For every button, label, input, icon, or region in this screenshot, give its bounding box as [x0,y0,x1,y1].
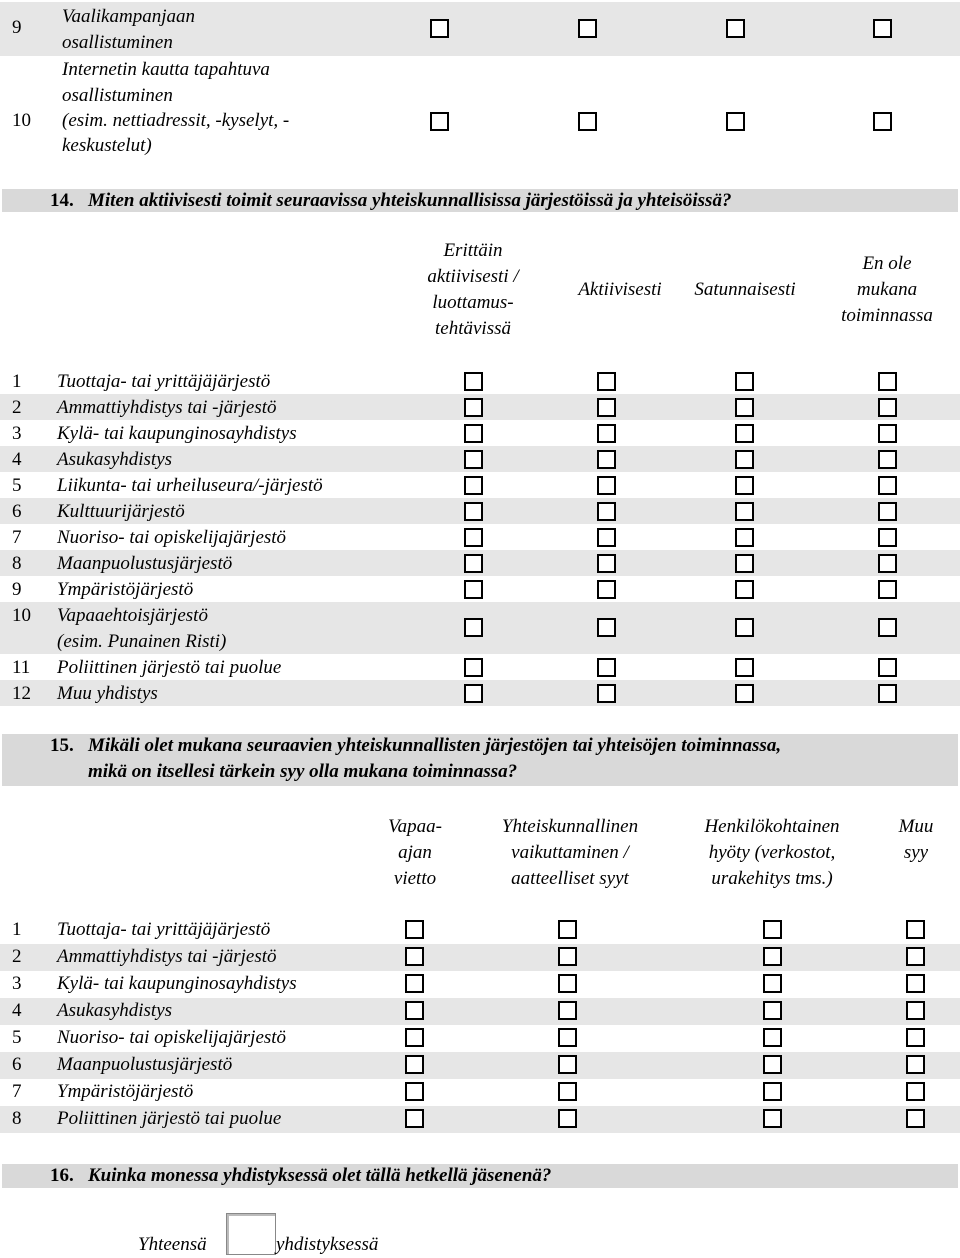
q14-row-6-checkbox-1[interactable] [464,502,483,521]
q14-col4-line1: En ole [862,253,912,274]
q15-col1-line2: ajan [398,842,432,863]
q15-row-2-checkbox-1[interactable] [405,947,424,966]
q14-row-1-checkbox-2[interactable] [597,372,616,391]
q14-row-5-checkbox-3[interactable] [735,476,754,495]
q13-row-9-number: 9 [12,17,22,38]
q14-row-4-label: Asukasyhdistys [57,449,173,470]
q15-row-4-number: 4 [12,1000,22,1021]
q14-row-5-label: Liikunta- tai urheiluseura/-järjestö [57,475,323,496]
q14-row-12-checkbox-4[interactable] [878,684,897,703]
q13-row-10-number: 10 [12,110,31,131]
q15-col3-line2: hyöty (verkostot, [708,842,836,863]
q15-row-7-checkbox-2[interactable] [558,1082,577,1101]
q15-question-band [2,734,958,786]
q15-row-2-label: Ammattiyhdistys tai -järjestö [57,946,277,967]
q14-col1-line4: tehtävissä [435,318,511,339]
q15-row-6-checkbox-3[interactable] [763,1055,782,1074]
q14-row-7-number: 7 [12,527,22,548]
q14-row-2-label: Ammattiyhdistys tai -järjestö [57,397,277,418]
q15-col2-line1: Yhteiskunnallinen [501,816,639,837]
q14-row-5-checkbox-2[interactable] [597,476,616,495]
q14-col-header-1 [398,238,548,342]
q15-col-header-4 [878,814,954,866]
q15-col1-line3: vietto [393,868,437,889]
q14-row-8-checkbox-2[interactable] [597,554,616,573]
q14-row-6-number: 6 [12,501,22,522]
q13-row-9-checkbox-3[interactable] [726,19,745,38]
q15-row-1-checkbox-1[interactable] [405,920,424,939]
q13-row-9-checkbox-4[interactable] [873,19,892,38]
q15-row-3-checkbox-2[interactable] [558,974,577,993]
q15-row-8-number: 8 [12,1108,22,1129]
q16-question-band [2,1164,958,1188]
q14-row-11-label: Poliittinen järjestö tai puolue [57,657,282,678]
q14-row-12-checkbox-3[interactable] [735,684,754,703]
q14-row-10-label: Vapaaehtoisjärjestö [57,605,208,626]
q16-answer-input[interactable] [226,1213,276,1255]
q14-row-5-number: 5 [12,475,22,496]
q15-row-7-checkbox-1[interactable] [405,1082,424,1101]
q14-col2-line1: Aktiivisesti [578,279,662,300]
q14-col-header-4 [812,251,960,329]
q14-row-2-checkbox-3[interactable] [735,398,754,417]
q15-number: 15. [50,735,74,756]
q14-row-12-number: 12 [12,683,31,704]
q14-row-8-checkbox-1[interactable] [464,554,483,573]
q15-col3-line3: urakehitys tms.) [711,868,833,889]
q15-row-3-checkbox-4[interactable] [906,974,925,993]
q14-row-2-checkbox-2[interactable] [597,398,616,417]
q16-suffix-label: yhdistyksessä [276,1234,379,1255]
q14-row-11-checkbox-1[interactable] [464,658,483,677]
q14-row-7-label: Nuoriso- tai opiskelijajärjestö [57,527,287,548]
q15-row-5-checkbox-2[interactable] [558,1028,577,1047]
q13-row-10-label-line2: osallistuminen [62,85,173,106]
q15-col-header-3 [682,814,862,892]
q14-row-6-label: Kulttuurijärjestö [57,501,185,522]
q14-row-11-checkbox-4[interactable] [878,658,897,677]
q14-row-9-checkbox-4[interactable] [878,580,897,599]
q13-row-10-checkbox-1[interactable] [430,112,449,131]
q15-row-2-number: 2 [12,946,22,967]
q15-row-3-number: 3 [12,973,22,994]
q15-col2-line3: aatteelliset syyt [511,868,629,889]
q14-question-band [2,189,958,212]
q14-row-10-checkbox-1[interactable] [464,618,483,637]
q15-row-2-checkbox-2[interactable] [558,947,577,966]
q15-row-8-checkbox-4[interactable] [906,1109,925,1128]
q15-row-1-checkbox-3[interactable] [763,920,782,939]
q15-row-6-label: Maanpuolustusjärjestö [57,1054,233,1075]
q14-row-6-checkbox-4[interactable] [878,502,897,521]
q14-col4-line2: mukana [856,279,918,300]
q14-col1-line2: aktiivisesti / [427,266,519,287]
q14-row-3-number: 3 [12,423,22,444]
q14-row-4-checkbox-3[interactable] [735,450,754,469]
q15-row-3-label: Kylä- tai kaupunginosayhdistys [57,973,297,994]
q15-row-7-number: 7 [12,1081,22,1102]
q14-row-10-checkbox-3[interactable] [735,618,754,637]
q14-row-4-checkbox-4[interactable] [878,450,897,469]
q15-col4-line2: syy [903,842,929,863]
q15-row-5-number: 5 [12,1027,22,1048]
q14-row-3-checkbox-1[interactable] [464,424,483,443]
q14-row-11-checkbox-3[interactable] [735,658,754,677]
q14-row-1-checkbox-4[interactable] [878,372,897,391]
q14-row-9-label: Ympäristöjärjestö [57,579,194,600]
q14-row-1-number: 1 [12,371,22,392]
q14-row-11-checkbox-2[interactable] [597,658,616,677]
q15-row-6-checkbox-4[interactable] [906,1055,925,1074]
q15-row-6-checkbox-1[interactable] [405,1055,424,1074]
q15-row-5-checkbox-4[interactable] [906,1028,925,1047]
q14-col-header-3 [670,277,820,303]
q13-row-10-checkbox-2[interactable] [578,112,597,131]
q15-row-7-checkbox-4[interactable] [906,1082,925,1101]
q15-row-8-checkbox-2[interactable] [558,1109,577,1128]
q15-row-1-checkbox-4[interactable] [906,920,925,939]
q14-row-2-number: 2 [12,397,22,418]
q13-row-10-checkbox-4[interactable] [873,112,892,131]
q14-row-3-checkbox-2[interactable] [597,424,616,443]
q14-row-6-checkbox-3[interactable] [735,502,754,521]
q15-row-1-label: Tuottaja- tai yrittäjäjärjestö [57,919,271,940]
q15-row-6-checkbox-2[interactable] [558,1055,577,1074]
q14-row-8-label: Maanpuolustusjärjestö [57,553,233,574]
q13-row-10-checkbox-3[interactable] [726,112,745,131]
q13-row-9-label-line1: Vaalikampanjaan [62,6,195,27]
q14-row-4-checkbox-1[interactable] [464,450,483,469]
q14-row-10-number: 10 [12,605,31,626]
q14-row-1-label: Tuottaja- tai yrittäjäjärjestö [57,371,271,392]
q14-row-12-label: Muu yhdistys [57,683,158,704]
q14-row-2-checkbox-4[interactable] [878,398,897,417]
q14-row-2-checkbox-1[interactable] [464,398,483,417]
q15-row-3-checkbox-1[interactable] [405,974,424,993]
q15-col4-line1: Muu [898,816,934,837]
q14-row-10-checkbox-4[interactable] [878,618,897,637]
q15-col2-line2: vaikuttaminen / [511,842,629,863]
q16-number: 16. [50,1165,74,1186]
q15-row-4-label: Asukasyhdistys [57,1000,173,1021]
q15-row-2-checkbox-4[interactable] [906,947,925,966]
q14-col4-line3: toiminnassa [841,305,933,326]
q15-row-2-checkbox-3[interactable] [763,947,782,966]
q15-col3-line1: Henkilökohtainen [704,816,840,837]
q14-row-1-checkbox-1[interactable] [464,372,483,391]
q16-question-text: Kuinka monessa yhdistyksessä olet tällä hetkellä jäsenenä? [88,1165,552,1186]
q14-col1-line1: Erittäin [443,240,503,261]
q14-row-3-checkbox-3[interactable] [735,424,754,443]
q14-row-1-checkbox-3[interactable] [735,372,754,391]
q15-row-1-checkbox-2[interactable] [558,920,577,939]
q14-row-7-checkbox-4[interactable] [878,528,897,547]
q15-col-header-2 [480,814,660,892]
q14-row-4-number: 4 [12,449,22,470]
q15-row-4-checkbox-2[interactable] [558,1001,577,1020]
q13-row-9-label-line2: osallistuminen [62,32,173,53]
q14-row-7-checkbox-3[interactable] [735,528,754,547]
q14-col1-line3: luottamus- [432,292,514,313]
q13-row-9-checkbox-1[interactable] [430,19,449,38]
q13-row-10-label-line3: (esim. nettiadressit, -kyselyt, - [62,110,290,131]
q14-number: 14. [50,190,74,211]
q13-row-10-label-line1: Internetin kautta tapahtuva [62,59,270,80]
q14-row-9-number: 9 [12,579,22,600]
q14-row-9-checkbox-1[interactable] [464,580,483,599]
q14-row-3-checkbox-4[interactable] [878,424,897,443]
q15-row-5-checkbox-3[interactable] [763,1028,782,1047]
q15-row-8-checkbox-1[interactable] [405,1109,424,1128]
q14-question-text: Miten aktiivisesti toimit seuraavissa yhteiskunnallisissa järjestöissä ja yhteisöissä? [88,190,732,211]
q15-question-line1: Mikäli olet mukana seuraavien yhteiskunnallisten järjestöjen tai yhteisöjen toiminnassa, [88,735,782,756]
q14-row-8-number: 8 [12,553,22,574]
q14-row-4-checkbox-2[interactable] [597,450,616,469]
q14-row-5-checkbox-4[interactable] [878,476,897,495]
q14-row-12-checkbox-2[interactable] [597,684,616,703]
q14-row-9-checkbox-2[interactable] [597,580,616,599]
q15-row-3-checkbox-3[interactable] [763,974,782,993]
q14-row-11-number: 11 [12,657,31,678]
q14-row-10-label-line2: (esim. Punainen Risti) [57,631,227,652]
q14-row-9-checkbox-3[interactable] [735,580,754,599]
q16-prefix-label: Yhteensä [138,1234,207,1255]
q14-row-10-checkbox-2[interactable] [597,618,616,637]
q14-row-8-checkbox-4[interactable] [878,554,897,573]
q14-row-6-checkbox-2[interactable] [597,502,616,521]
q15-row-6-number: 6 [12,1054,22,1075]
q14-col3-line1: Satunnaisesti [694,279,796,300]
q15-row-1-number: 1 [12,919,22,940]
q15-row-5-label: Nuoriso- tai opiskelijajärjestö [57,1027,287,1048]
q15-row-4-checkbox-1[interactable] [405,1001,424,1020]
q15-row-7-checkbox-3[interactable] [763,1082,782,1101]
q15-row-8-label: Poliittinen järjestö tai puolue [57,1108,282,1129]
q14-row-7-checkbox-1[interactable] [464,528,483,547]
q13-row-9-checkbox-2[interactable] [578,19,597,38]
q14-row-5-checkbox-1[interactable] [464,476,483,495]
q15-question-line2: mikä on itsellesi tärkein syy olla mukana toiminnassa? [88,761,518,782]
q15-row-8-checkbox-3[interactable] [763,1109,782,1128]
q15-row-4-checkbox-3[interactable] [763,1001,782,1020]
q14-row-3-label: Kylä- tai kaupunginosayhdistys [57,423,297,444]
q14-row-12-checkbox-1[interactable] [464,684,483,703]
q15-row-7-label: Ympäristöjärjestö [57,1081,194,1102]
q14-row-8-checkbox-3[interactable] [735,554,754,573]
q15-col1-line1: Vapaa- [388,816,442,837]
q15-col-header-1 [360,814,470,892]
q15-row-5-checkbox-1[interactable] [405,1028,424,1047]
q15-row-4-checkbox-4[interactable] [906,1001,925,1020]
q13-row-10-label-line4: keskustelut) [62,135,152,156]
q14-row-7-checkbox-2[interactable] [597,528,616,547]
